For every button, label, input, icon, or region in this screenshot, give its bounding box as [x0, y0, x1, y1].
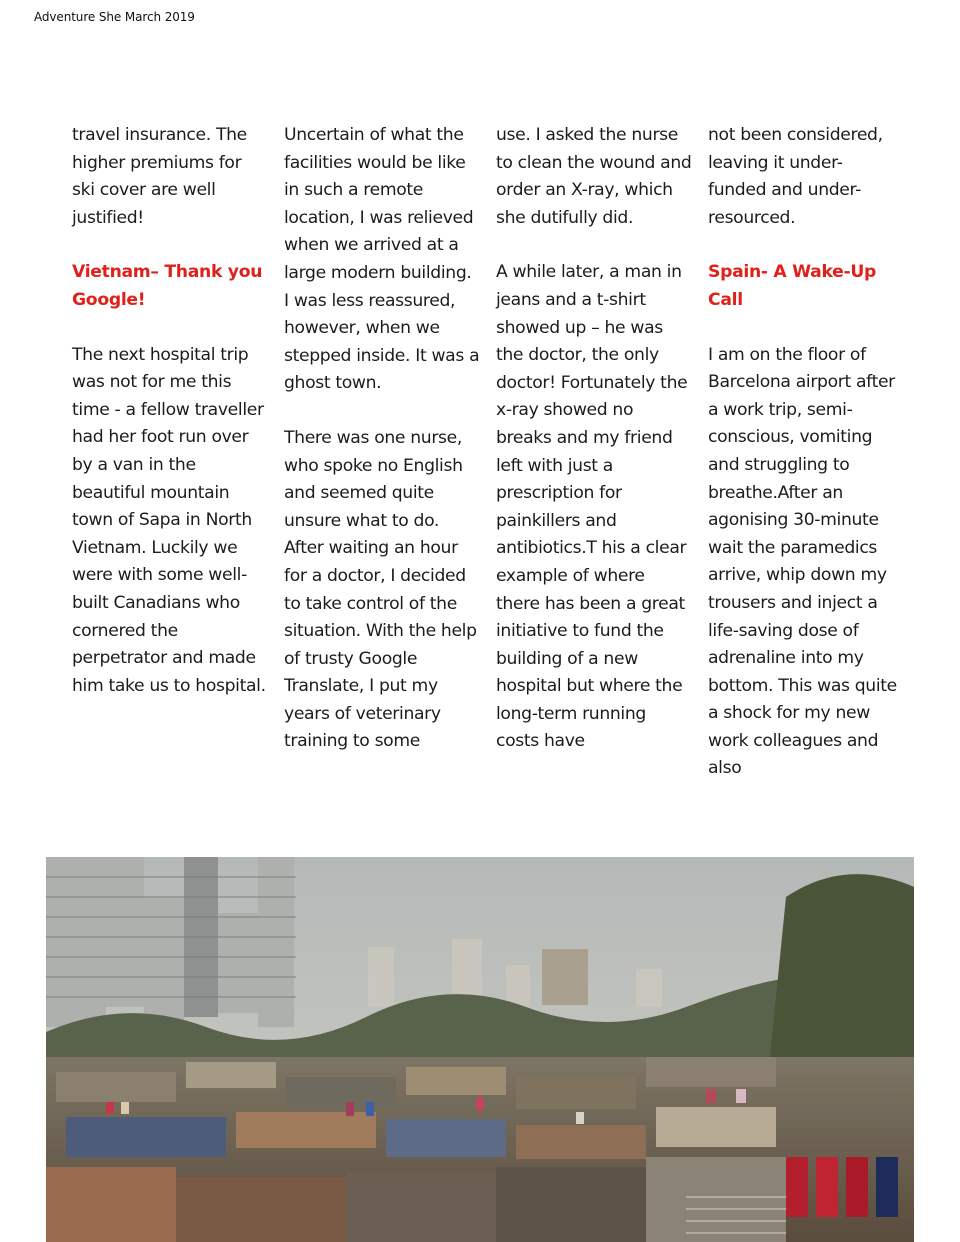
section-heading-spain: Spain- A Wake-Up Call [708, 262, 876, 310]
section-heading-vietnam: Vietnam– Thank you Google! [72, 262, 263, 310]
paragraph: use. I asked the nurse to clean the wound and order an X-ray, which she dutifully did. [496, 125, 692, 228]
article-column-4 [708, 122, 898, 810]
article-column-1 [72, 122, 268, 727]
article-column-3 [496, 122, 692, 783]
slum-skyline-photo [46, 857, 914, 1242]
paragraph: Uncertain of what the facilities would be like in such a remote location, I was relieved when we arrived at a large modern building. I was less reassured, however, when we stepped inside. It was a ghost town. [284, 125, 480, 394]
paragraph: A while later, a man in jeans and a t-shirt showed up – he was the doctor, the only doctor! Fortunately the x-ray showed no breaks and my friend left with just a prescription for painkillers and antibiotics.T his a clear example of where there has been a great initiative to fund the building of a new hospital but where the long-term running costs have [496, 262, 688, 752]
paragraph: The next hospital trip was not for me this time - a fellow traveller had her foot run over by a van in the beautiful mountain town of Sapa in North Vietnam. Luckily we were with some well-built Canadians who cornered the perpetrator and made him take us to hospital. [72, 344, 266, 696]
article-columns [0, 122, 960, 822]
paragraph: There was one nurse, who spoke no English and seemed quite unsure what to do. After waiting an hour for a doctor, I decided to take control of the situation. With the help of trusty Google Translate, I put my years of veterinary training to some [284, 427, 477, 752]
paragraph: not been considered, leaving it under-funded and under-resourced. [708, 125, 883, 228]
article-column-2 [284, 122, 480, 783]
running-header: Adventure She March 2019 [34, 10, 195, 24]
paragraph: travel insurance. The higher premiums for ski cover are well justified! [72, 125, 247, 228]
paragraph: I am on the floor of Barcelona airport after a work trip, semi-conscious, vomiting and struggling to breathe.After an agonising 30-minute wait the paramedics arrive, whip down my trousers and inject a life-saving dose of adrenaline into my bottom. This was quite a shock for my new work colleagues and also [708, 344, 897, 779]
